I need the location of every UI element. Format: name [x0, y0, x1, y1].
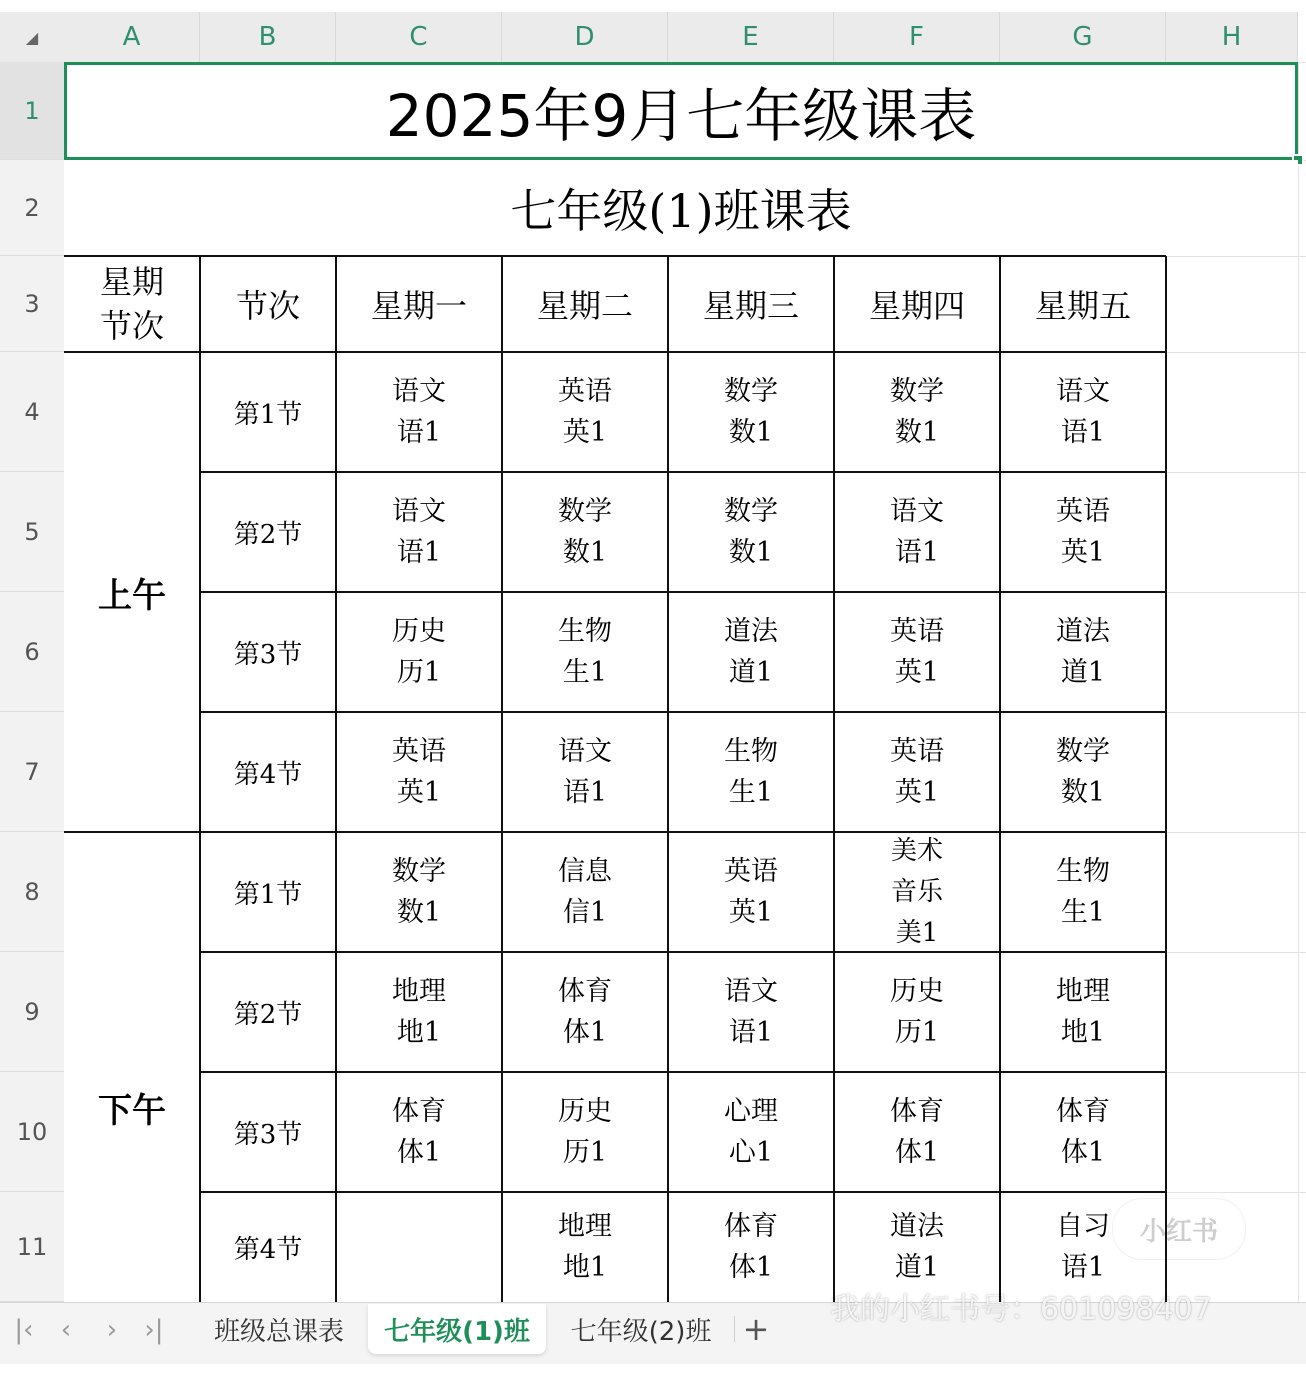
class-cell[interactable]: 语文 语1 [834, 472, 1000, 592]
tab-divider [734, 1316, 735, 1342]
session-afternoon[interactable]: 下午 [64, 832, 200, 1382]
header-weekday-label: 星期 [99, 263, 164, 301]
watermark-logo: 小红书 [1112, 1198, 1246, 1260]
class-cell[interactable]: 语文 语1 [1000, 352, 1166, 472]
class-cell[interactable]: 数学 数1 [1000, 712, 1166, 832]
select-all-corner[interactable]: ◢ [0, 12, 64, 62]
class-cell[interactable]: 自习 语1 [1000, 1192, 1166, 1302]
row-header-3[interactable]: 3 [0, 256, 64, 352]
row-header-7[interactable]: 7 [0, 712, 64, 832]
class-cell[interactable]: 数学 数1 [502, 472, 668, 592]
class-cell[interactable]: 历史 历1 [502, 1072, 668, 1192]
column-header-c[interactable]: C [336, 12, 502, 62]
period-cell[interactable]: 第3节 [200, 592, 336, 712]
column-header-a[interactable]: A [64, 12, 200, 62]
row-header-11[interactable]: 11 [0, 1192, 64, 1302]
class-cell[interactable]: 英语 英1 [834, 592, 1000, 712]
prev-sheet-icon[interactable]: ‹ [60, 1315, 72, 1345]
row-header-9[interactable]: 9 [0, 952, 64, 1072]
class-cell[interactable]: 美术 音乐 美1 [834, 832, 1000, 952]
class-cell[interactable]: 心理 心1 [668, 1072, 834, 1192]
row-header-2[interactable]: 2 [0, 160, 64, 256]
class-cell[interactable]: 体育 体1 [1000, 1072, 1166, 1192]
column-header-e[interactable]: E [668, 12, 834, 62]
first-sheet-icon[interactable]: |‹ [14, 1315, 34, 1345]
watermark-text: 我的小红书号：601098407 [830, 1292, 1212, 1327]
class-cell[interactable]: 生物 生1 [668, 712, 834, 832]
class-cell[interactable]: 道法 道1 [668, 592, 834, 712]
class-cell[interactable]: 地理 地1 [336, 952, 502, 1072]
class-cell[interactable]: 历史 历1 [834, 952, 1000, 1072]
class-cell[interactable]: 信息 信1 [502, 832, 668, 952]
column-header-d[interactable]: D [502, 12, 668, 62]
next-sheet-icon[interactable]: › [106, 1315, 118, 1345]
class-cell[interactable]: 地理 地1 [1000, 952, 1166, 1072]
class-cell[interactable]: 地理 地1 [502, 1192, 668, 1302]
class-cell[interactable]: 体育 体1 [502, 952, 668, 1072]
class-cell[interactable]: 英语 英1 [336, 712, 502, 832]
period-cell[interactable]: 第3节 [200, 1072, 336, 1192]
class-cell[interactable]: 道法 道1 [834, 1192, 1000, 1302]
class-cell[interactable]: 语文 语1 [502, 712, 668, 832]
period-cell[interactable]: 第4节 [200, 712, 336, 832]
tab-grade7-class2[interactable]: 七年级(2)班 [570, 1316, 712, 1347]
header-corner-cell[interactable] [64, 256, 200, 352]
class-cell[interactable]: 数学 数1 [668, 352, 834, 472]
class-cell[interactable]: 英语 英1 [1000, 472, 1166, 592]
period-cell[interactable]: 第1节 [200, 352, 336, 472]
class-cell[interactable]: 生物 生1 [1000, 832, 1166, 952]
class-cell[interactable]: 数学 数1 [336, 832, 502, 952]
class-cell[interactable]: 英语 英1 [834, 712, 1000, 832]
header-day-4[interactable]: 星期四 [834, 256, 1000, 352]
header-day-5[interactable]: 星期五 [1000, 256, 1166, 352]
row-header-4[interactable]: 4 [0, 352, 64, 472]
class-cell[interactable]: 体育 体1 [336, 1072, 502, 1192]
column-header-h[interactable]: H [1166, 12, 1298, 62]
class-cell[interactable]: 生物 生1 [502, 592, 668, 712]
class-cell[interactable]: 数学 数1 [834, 352, 1000, 472]
class-cell[interactable]: 体育 体1 [834, 1072, 1000, 1192]
header-day-2[interactable]: 星期二 [502, 256, 668, 352]
class-cell[interactable]: 数学 数1 [668, 472, 834, 592]
period-cell[interactable]: 第2节 [200, 472, 336, 592]
column-header-b[interactable]: B [200, 12, 336, 62]
row-header-5[interactable]: 5 [0, 472, 64, 592]
session-morning[interactable]: 上午 [64, 352, 200, 832]
header-period-column[interactable]: 节次 [200, 256, 336, 352]
sheet-title[interactable]: 2025年9月七年级课表 [64, 62, 1298, 160]
class-cell[interactable]: 道法 道1 [1000, 592, 1166, 712]
header-period-label: 节次 [99, 307, 164, 345]
tab-class-overview[interactable]: 班级总课表 [213, 1316, 344, 1347]
class-cell[interactable]: 语文 语1 [336, 352, 502, 472]
column-header-f[interactable]: F [834, 12, 1000, 62]
row-header-10[interactable]: 10 [0, 1072, 64, 1192]
header-day-3[interactable]: 星期三 [668, 256, 834, 352]
row-header-8[interactable]: 8 [0, 832, 64, 952]
gridline [1298, 62, 1299, 1302]
class-subtitle[interactable]: 七年级(1)班课表 [64, 160, 1298, 256]
period-cell[interactable]: 第2节 [200, 952, 336, 1072]
class-cell[interactable]: 历史 历1 [336, 592, 502, 712]
row-header-6[interactable]: 6 [0, 592, 64, 712]
class-cell[interactable]: 语文 语1 [336, 472, 502, 592]
row-header-1[interactable]: 1 [0, 62, 64, 160]
period-cell[interactable]: 第1节 [200, 832, 336, 952]
class-cell[interactable]: 英语 英1 [668, 832, 834, 952]
add-sheet-button[interactable]: + [742, 1310, 770, 1348]
column-header-g[interactable]: G [1000, 12, 1166, 62]
last-sheet-icon[interactable]: ›| [144, 1315, 164, 1345]
header-day-1[interactable]: 星期一 [336, 256, 502, 352]
tab-grade7-class1[interactable]: 七年级(1)班 [368, 1304, 546, 1354]
class-cell[interactable]: 英语 英1 [502, 352, 668, 472]
period-cell[interactable]: 第4节 [200, 1192, 336, 1302]
class-cell[interactable]: 体育 体1 [668, 1192, 834, 1302]
class-cell[interactable] [336, 1192, 502, 1302]
class-cell[interactable]: 语文 语1 [668, 952, 834, 1072]
